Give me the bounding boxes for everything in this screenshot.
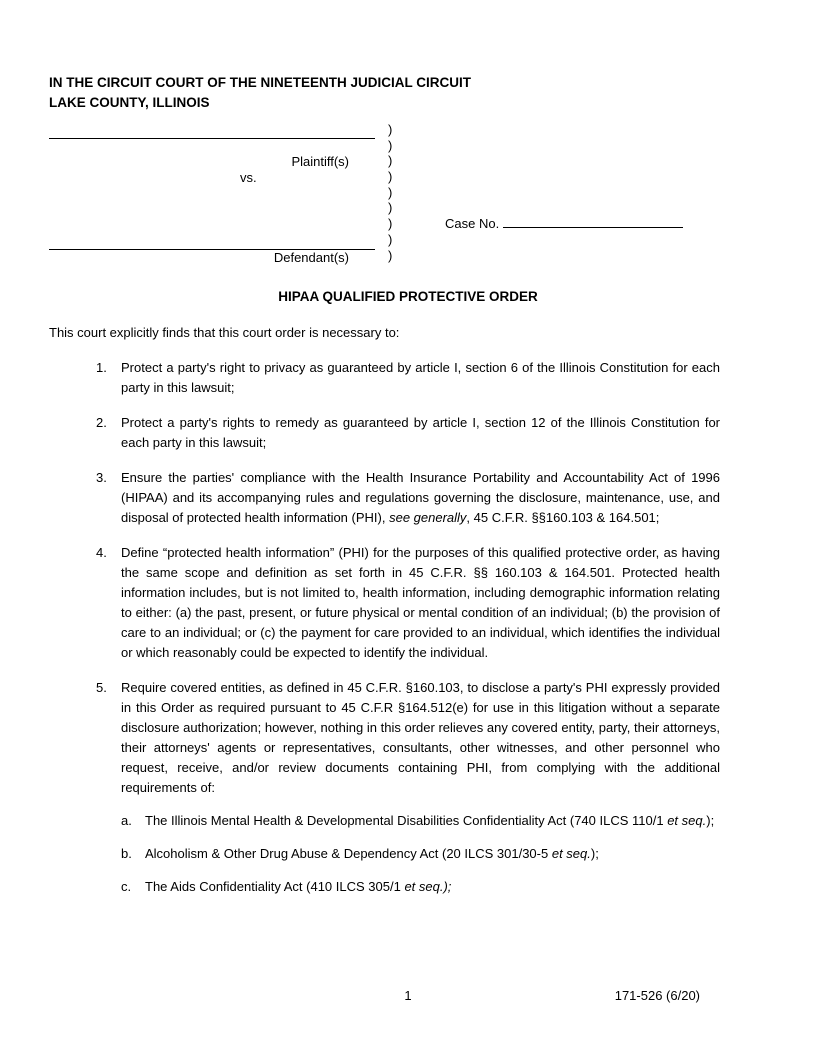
defendant-label: Defendant(s) bbox=[273, 249, 349, 265]
caption-blank-row bbox=[49, 217, 375, 233]
text-segment: , 45 C.F.R. §§160.103 & 164.501; bbox=[466, 510, 660, 526]
caption-paren: ) bbox=[388, 169, 393, 185]
sub-item-letter: c. bbox=[121, 879, 132, 895]
document-title: HIPAA QUALIFIED PROTECTIVE ORDER bbox=[278, 289, 538, 305]
sub-item-a bbox=[49, 811, 720, 831]
text-segment: ); bbox=[590, 846, 599, 862]
text-segment: The Illinois Mental Health & Developmental Disabilities Confidentiality Act (740 ILCS 110/1 bbox=[145, 813, 668, 829]
caption-blank-row bbox=[445, 153, 720, 169]
caption-paren: ) bbox=[388, 216, 393, 232]
page-footer bbox=[0, 988, 816, 1004]
caption-blank-row bbox=[445, 232, 720, 248]
caption-case-column bbox=[445, 122, 720, 265]
caption-paren: ) bbox=[388, 137, 393, 153]
text-segment: Ensure the parties' compliance with the Health Insurance Portability and Accountability Act of 1996 (HIPAA) and its accompanying rules and regulations governing the disclosure, maintenance, use, and disposal of protected health information (PHI), bbox=[121, 470, 720, 526]
case-number-row bbox=[445, 216, 720, 232]
caption-blank-row bbox=[445, 169, 720, 185]
caption-paren: ) bbox=[388, 153, 393, 169]
list-item-5 bbox=[49, 678, 720, 798]
text-segment-italic: et seq. bbox=[551, 846, 591, 862]
county-line: LAKE COUNTY, ILLINOIS bbox=[49, 95, 210, 110]
caption-paren: ) bbox=[388, 200, 393, 216]
item-number: 3. bbox=[96, 470, 107, 486]
page-number: 1 bbox=[404, 988, 412, 1003]
caption-blank-row bbox=[49, 139, 375, 155]
caption-blank-row bbox=[445, 185, 720, 201]
sub-item-letter: a. bbox=[121, 813, 132, 829]
text-segment-italic: see generally bbox=[389, 510, 467, 526]
text-segment-italic: et seq. bbox=[667, 813, 707, 829]
item-number: 1. bbox=[96, 360, 107, 376]
caption-paren-column bbox=[375, 122, 445, 265]
item-number: 2. bbox=[96, 415, 107, 431]
vs-label: vs. bbox=[240, 170, 257, 186]
form-number: 171-526 (6/20) bbox=[614, 988, 700, 1003]
court-heading bbox=[49, 73, 720, 113]
intro-paragraph: This court explicitly finds that this court order is necessary to: bbox=[49, 325, 400, 341]
caption-blank-row bbox=[49, 201, 375, 217]
sub-item-letter: b. bbox=[121, 846, 132, 862]
caption-blank-row bbox=[445, 200, 720, 216]
caption-blank-row bbox=[445, 138, 720, 154]
text-segment-italic: et seq.); bbox=[404, 879, 452, 895]
case-caption bbox=[49, 122, 720, 265]
item-number: 5. bbox=[96, 680, 107, 696]
defendant-name-line bbox=[49, 233, 375, 250]
plaintiff-label: Plaintiff(s) bbox=[291, 154, 349, 170]
item-number: 4. bbox=[96, 545, 107, 561]
caption-party-column bbox=[49, 122, 375, 265]
caption-paren: ) bbox=[388, 184, 393, 200]
sub-item-b bbox=[49, 844, 720, 864]
caption-paren: ) bbox=[388, 122, 393, 137]
list-item-4 bbox=[49, 543, 720, 663]
list-item-2 bbox=[49, 413, 720, 453]
court-name-line: IN THE CIRCUIT COURT OF THE NINETEENTH JUDICIAL CIRCUIT bbox=[49, 75, 472, 90]
caption-blank-row bbox=[49, 186, 375, 202]
text-segment: Protect a party's right to privacy as guaranteed by article I, section 6 of the Illinois Constitution for each party in this lawsuit; bbox=[121, 360, 720, 396]
caption-blank-row bbox=[445, 248, 720, 264]
list-item-3 bbox=[49, 468, 720, 528]
text-segment: Protect a party's rights to remedy as guaranteed by article I, section 12 of the Illinois Constitution for each party in this lawsuit; bbox=[121, 415, 720, 451]
text-segment: Require covered entities, as defined in 45 C.F.R. §160.103, to disclose a party's PHI expressly provided in this Order as required pursuant to 45 C.F.R §164.512(e) for use in this litigation without a separate disclosure authorization; however, nothing in this order relieves any covered entity, party, their attorneys, their attorneys' agents or representatives, consultants, other witnesses, and other personnel who request, receive, and/or review documents containing PHI, from complying with the additional requirements of: bbox=[121, 680, 720, 796]
text-segment: ); bbox=[706, 813, 715, 829]
list-item-1 bbox=[49, 358, 720, 398]
case-number-label: Case No. bbox=[445, 216, 500, 232]
text-segment: The Aids Confidentiality Act (410 ILCS 305/1 bbox=[145, 879, 405, 895]
case-number-line bbox=[503, 216, 683, 228]
caption-blank-row bbox=[445, 122, 720, 138]
plaintiff-name-line bbox=[49, 122, 375, 139]
caption-paren: ) bbox=[388, 231, 393, 247]
text-segment: Alcoholism & Other Drug Abuse & Dependency Act (20 ILCS 301/30-5 bbox=[145, 846, 552, 862]
caption-paren: ) bbox=[388, 247, 393, 263]
text-segment: Define “protected health information” (PHI) for the purposes of this qualified protective order, as having the same scope and definition as set forth in 45 C.F.R. §§ 160.103 & 164.501. Protected health information includes, but is not limited to, health information, including demographic information relating to either: (a) the past, present, or future physical or mental condition of an individual; (b) the provision of care to an individual; or (c) the payment for care provided to an individual, which identifies the individual or which reasonably could be expected to identify the individual. bbox=[121, 545, 720, 661]
sub-item-c bbox=[49, 877, 720, 897]
